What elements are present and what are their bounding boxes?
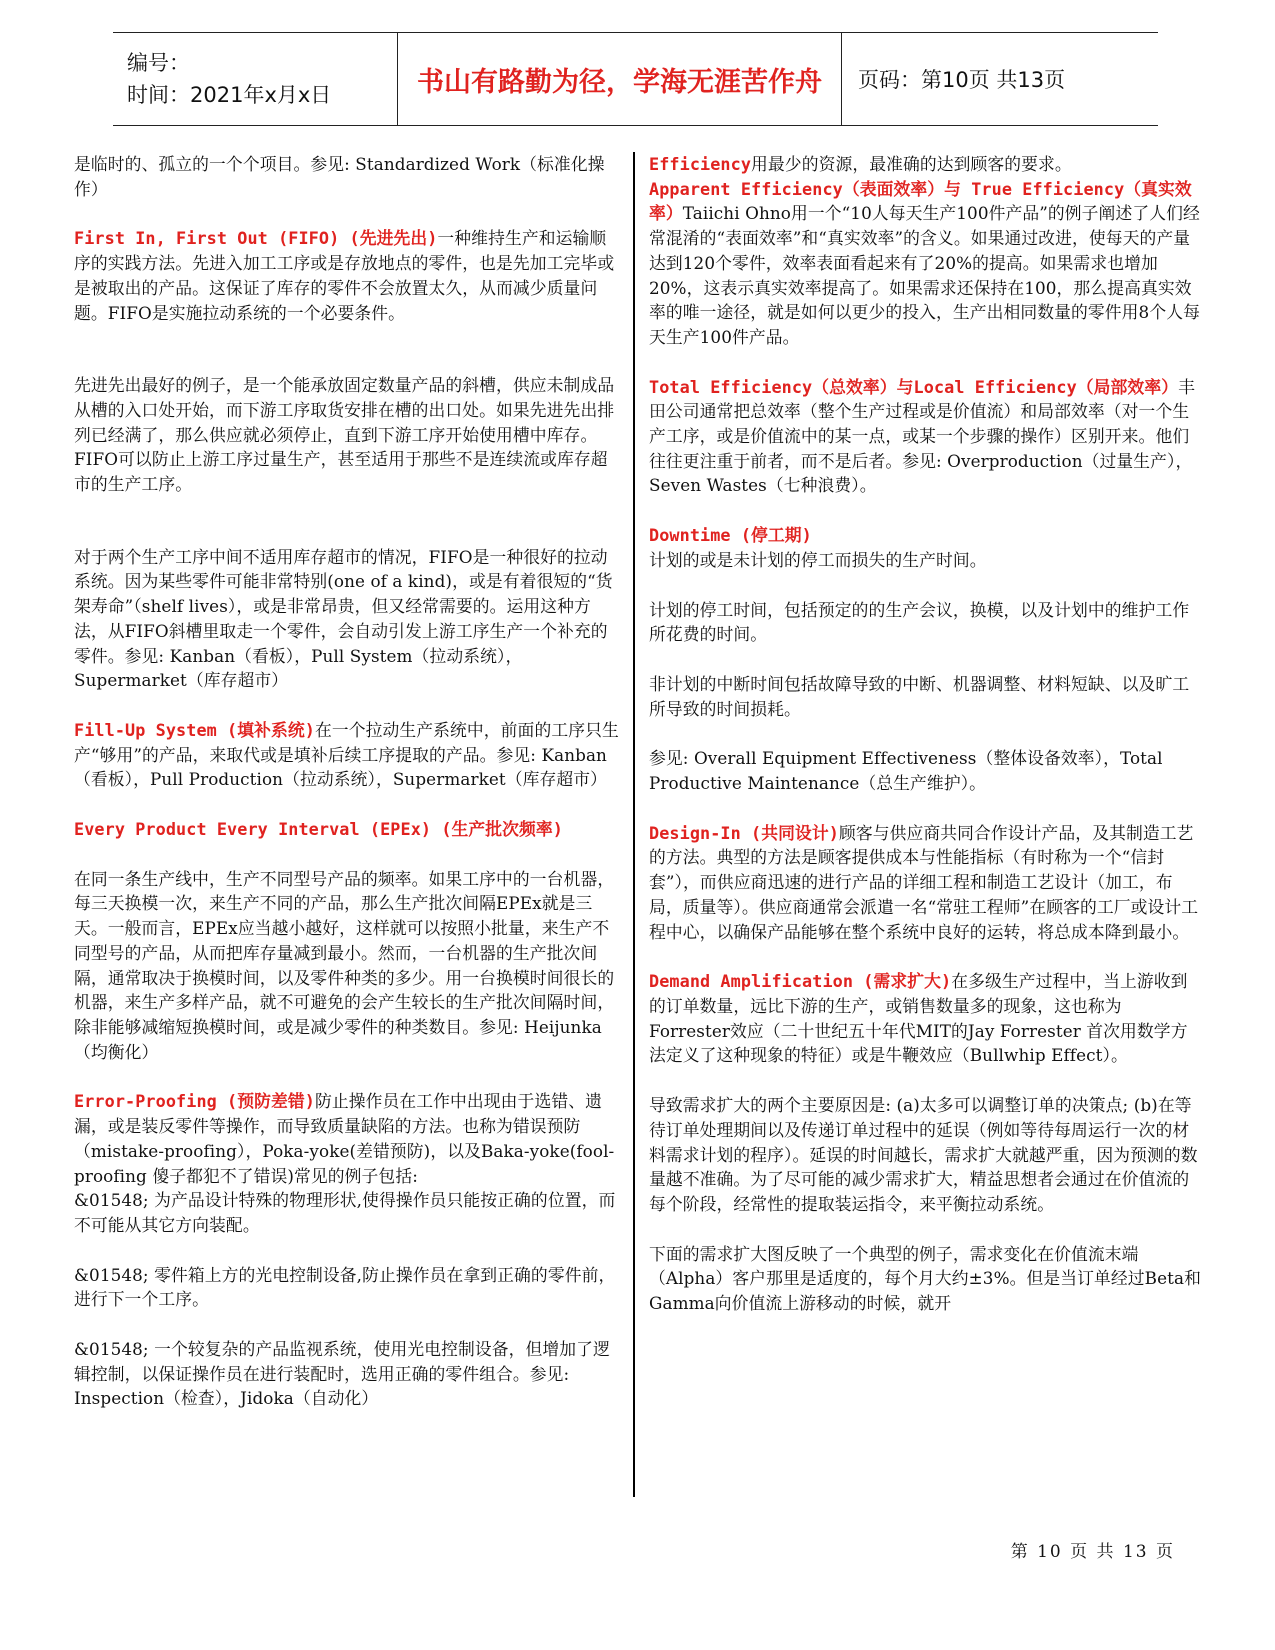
term-heading: Every Product Every Interval (EPEx) (生产批次频率)	[74, 819, 564, 840]
entry-fifo	[74, 226, 622, 325]
entry-demand-amplification	[649, 969, 1201, 1068]
paragraph: 对于两个生产工序中间不适用库存超市的情况，FIFO是一种很好的拉动系统。因为某些零件可能非常特别(one of a kind)，或是有着很短的“货架寿命”（shelf lives），或是非常昂贵，但又经常需要的。运用这种方法，从FIFO斜槽里取走一个零件，会自动引发上游工序生产一个补充的零件。参见: Kanban（看板），Pull System（拉动系统），Supermarket（库存超市）	[74, 546, 613, 691]
entry-apparent-efficiency	[649, 177, 1201, 350]
entry-efficiency	[649, 152, 1201, 177]
paragraph: 下面的需求扩大图反映了一个典型的例子，需求变化在价值流末端（Alpha）客户那里是适度的，每个月大约±3%。但是当订单经过Beta和Gamma向价值流上游移动的时候，就开	[649, 1243, 1201, 1314]
right-column	[649, 152, 1201, 1316]
term-heading: Design-In (共同设计)	[649, 822, 839, 843]
paragraph: 参见: Overall Equipment Effectiveness（整体设备效率），Total Productive Maintenance（总生产维护）。	[649, 748, 1163, 794]
term-heading: First In, First Out (FIFO) (先进先出)	[74, 228, 438, 249]
page-header	[113, 32, 1158, 126]
term-heading: Error-Proofing (预防差错)	[74, 1091, 315, 1112]
term-body: 在一个拉动生产系统中，前面的工序只生产“够用”的产品，来取代或是填补后续工序提取的产品。参见: Kanban（看板），Pull Production（拉动系统），Supermarket（库存超市）	[74, 719, 619, 790]
list-item: &01548; 为产品设计特殊的物理形状,使得操作员只能按正确的位置，而不可能从其它方向装配。	[74, 1190, 616, 1235]
term-body: 丰田公司通常把总效率（整个生产过程或是价值流）和局部效率（对一个生产工序，或是价值流中的某一点，或某一个步骤的操作）区别开来。他们往往更注重于前者，而不是后者。参见: Overproduction（过量生产），Seven Wastes（七种浪费）。	[649, 376, 1195, 496]
paragraph: 计划的停工时间，包括预定的的生产会议，换模，以及计划中的维护工作所花费的时间。	[649, 599, 1190, 645]
term-body: 计划的或是未计划的停工而损失的生产时间。	[649, 549, 987, 570]
header-motto	[397, 33, 842, 125]
paragraph: 在同一条生产线中，生产不同型号产品的频率。如果工序中的一台机器，每三天换模一次，来生产不同的产品，那么生产批次间隔EPEx就是三天。一般而言，EPEx应当越小越好，这样就可以按照小批量，来生产不同型号的产品，从而把库存量减到最小。然而，一台机器的生产批次间隔，通常取决于换模时间，以及零件种类的多少。用一台换模时间很长的机器，来生产多样产品，就不可避免的会产生较长的生产批次间隔时间，除非能够减缩短换模时间，或是减少零件的种类数目。参见: Heijunka（均衡化）	[74, 868, 615, 1062]
term-heading: Efficiency	[649, 154, 752, 174]
term-heading: Demand Amplification (需求扩大)	[649, 971, 952, 992]
term-heading: Total Efficiency（总效率）与Local Efficiency（局部效率）	[649, 376, 1179, 397]
list-item: &01548; 一个较复杂的产品监视系统，使用光电控制设备，但增加了逻辑控制，以保证操作员在进行装配时，选用正确的零件组合。参见: Inspection（检查），Jidoka（自动化）	[74, 1339, 610, 1409]
entry-total-efficiency	[649, 375, 1201, 499]
term-body: 一种维持生产和运输顺序的实践方法。先进入加工工序或是存放地点的零件，也是先加工完毕或是被取出的产品。这保证了库存的零件不会放置太久，从而减少质量问题。FIFO是实施拉动系统的一个必要条件。	[74, 228, 615, 323]
time-label: 时间：2021年x月x日	[127, 83, 332, 107]
paragraph: 导致需求扩大的两个主要原因是: (a)太多可以调整订单的决策点; (b)在等待订单处理期间以及传递订单过程中的延误（例如等待每周运行一次的材料需求计划的程序）。延误的时间越长，需求扩大就越严重，因为预测的数量越不准确。为了尽可能的减少需求扩大，精益思想者会通过在价值流的每个阶段，经常性的提取装运指令，来平衡拉动系统。	[649, 1095, 1198, 1214]
entry-error-proofing	[74, 1089, 622, 1188]
term-body: 在多级生产过程中，当上游收到的订单数量，远比下游的生产，或销售数量多的现象，这也称为Forrester效应（二十世纪五十年代MIT的Jay Forrester 首次用数学方法定义了这种现象的特征）或是牛鞭效应（Bullwhip Effect）。	[649, 971, 1188, 1066]
term-heading: Downtime (停工期)	[649, 525, 812, 546]
left-column	[74, 152, 622, 1436]
motto-text: 书山有路勤为径，学海无涯苦作舟	[417, 66, 822, 98]
entry-downtime	[649, 523, 1201, 572]
term-body: 防止操作员在工作中出现由于选错、遗漏，或是装反零件等操作，而导致质量缺陷的方法。也称为错误预防（mistake-proofing），Poka-yoke(差错预防)，以及Baka-yoke(fool-proofing 傻子都犯不了错误)常见的例子包括:	[74, 1091, 615, 1186]
term-heading: Fill-Up System (填补系统)	[74, 719, 315, 740]
header-right	[842, 33, 1158, 125]
term-body: 用最少的资源，最准确的达到顾客的要求。	[751, 154, 1072, 174]
header-left	[113, 33, 397, 125]
entry-design-in	[649, 821, 1201, 945]
paragraph: 是临时的、孤立的一个个项目。参见: Standardized Work（标准化操作）	[74, 154, 605, 199]
entry-epex	[74, 817, 622, 842]
entry-fill-up	[74, 718, 622, 792]
paragraph: 先进先出最好的例子，是一个能承放固定数量产品的斜槽，供应未制成品从槽的入口处开始，而下游工序取货安排在槽的出口处。如果先进先出排列已经满了，那么供应就必须停止，直到下游工序开始使用槽中库存。FIFO可以防止上游工序过量生产，甚至适用于那些不是连续流或库存超市的生产工序。	[74, 375, 615, 495]
paragraph: 非计划的中断时间包括故障导致的中断、机器调整、材料短缺、以及旷工所导致的时间损耗。	[649, 673, 1190, 719]
page-label: 页码：第10页 共13页	[858, 68, 1066, 92]
term-body: 顾客与供应商共同合作设计产品，及其制造工艺的方法。典型的方法是顾客提供成本与性能指标（有时称为一个“信封套”），而供应商迅速的进行产品的详细工程和制造工艺设计（加工，布局，质量等）。供应商通常会派遣一名“常驻工程师”在顾客的工厂或设计工程中心，以确保产品能够在整个系统中良好的运转，将总成本降到最小。	[649, 822, 1199, 942]
number-label: 编号：	[127, 51, 190, 75]
column-divider	[633, 152, 635, 1497]
page-footer: 第 10 页 共 13 页	[1010, 1542, 1175, 1562]
term-heading: Apparent Efficiency（表面效率）与 True Efficiency（真实效率）	[649, 178, 1192, 224]
term-body: Taiichi Ohno用一个“10人每天生产100件产品”的例子阐述了人们经常混淆的“表面效率”和“真实效率”的含义。如果通过改进，使每天的产量达到120个零件，效率表面看起来有了20%的提高。如果需求也增加20%，这表示真实效率提高了。如果需求还保持在100，那么提高真实效率的唯一途径，就是如何以更少的投入，生产出相同数量的零件用8个人每天生产100件产品。	[649, 203, 1200, 347]
list-item: &01548; 零件箱上方的光电控制设备,防止操作员在拿到正确的零件前，进行下一个工序。	[74, 1264, 616, 1310]
